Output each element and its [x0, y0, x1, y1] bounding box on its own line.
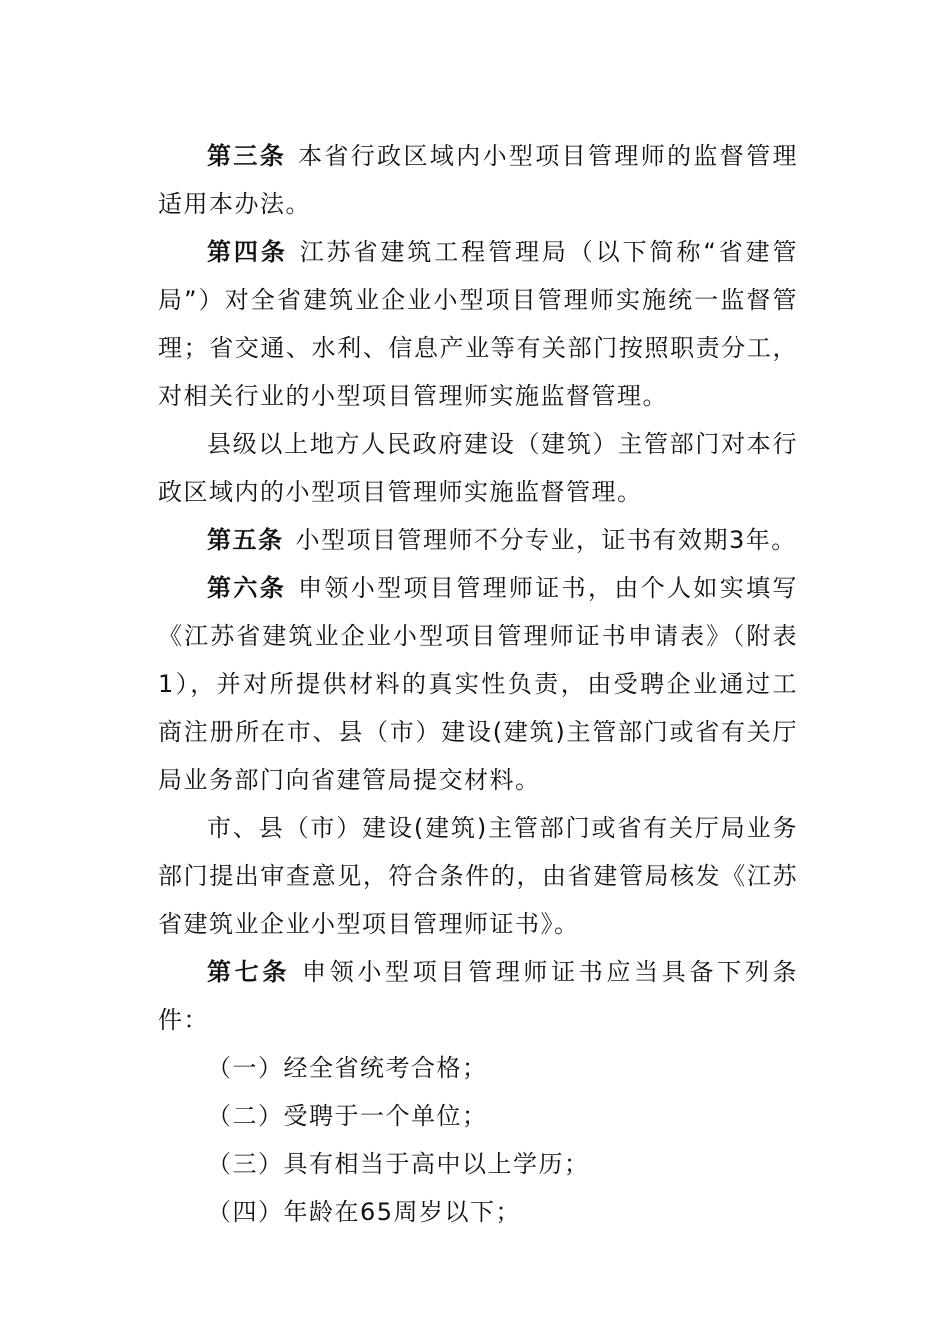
paragraph-text: （四）年龄在65周岁以下； — [207, 1198, 522, 1226]
document-body — [158, 132, 798, 1236]
paragraph-article-4-clause-2 — [158, 420, 798, 516]
paragraph-text: （二）受聘于一个单位； — [207, 1102, 488, 1130]
paragraph-text: 本省行政区域内小型项目管理师的监督管理适用本办法。 — [158, 142, 799, 218]
list-item-condition-4 — [158, 1188, 798, 1236]
paragraph-article-6-clause-2 — [158, 804, 798, 948]
list-item-condition-2 — [158, 1092, 798, 1140]
article-heading: 第四条 — [207, 238, 288, 266]
paragraph-text: 县级以上地方人民政府建设（建筑）主管部门对本行政区域内的小型项目管理师实施监督管理。 — [158, 430, 798, 506]
article-heading: 第七条 — [207, 958, 291, 986]
paragraph-text: （一）经全省统考合格； — [207, 1054, 488, 1082]
paragraph-text: 申领小型项目管理师证书，由个人如实填写《江苏省建筑业企业小型项目管理师证书申请表》（附表1），并对所提供材料的真实性负责，由受聘企业通过工商注册所在市、县（市）建设(建筑)主管部门或省有关厅局业务部门向省建管局提交材料。 — [158, 574, 799, 794]
paragraph-article-5 — [158, 516, 798, 564]
paragraph-text: （三）具有相当于高中以上学历； — [207, 1150, 590, 1178]
article-heading: 第三条 — [207, 142, 287, 170]
article-heading: 第六条 — [207, 574, 287, 602]
paragraph-text: 江苏省建筑工程管理局（以下简称“省建管局”）对全省建筑业企业小型项目管理师实施统一监督管理；省交通、水利、信息产业等有关部门按照职责分工，对相关行业的小型项目管理师实施监督管理。 — [158, 238, 799, 410]
paragraph-article-7 — [158, 948, 798, 1044]
paragraph-article-4 — [158, 228, 798, 420]
paragraph-article-3 — [158, 132, 798, 228]
article-heading: 第五条 — [207, 526, 284, 554]
paragraph-text: 申领小型项目管理师证书应当具备下列条件： — [158, 958, 799, 1034]
paragraph-text: 小型项目管理师不分专业，证书有效期3年。 — [295, 526, 797, 554]
paragraph-article-6 — [158, 564, 798, 804]
list-item-condition-3 — [158, 1140, 798, 1188]
paragraph-text: 市、县（市）建设(建筑)主管部门或省有关厅局业务部门提出审查意见，符合条件的，由省建管局核发《江苏省建筑业企业小型项目管理师证书》。 — [158, 814, 798, 938]
list-item-condition-1 — [158, 1044, 798, 1092]
